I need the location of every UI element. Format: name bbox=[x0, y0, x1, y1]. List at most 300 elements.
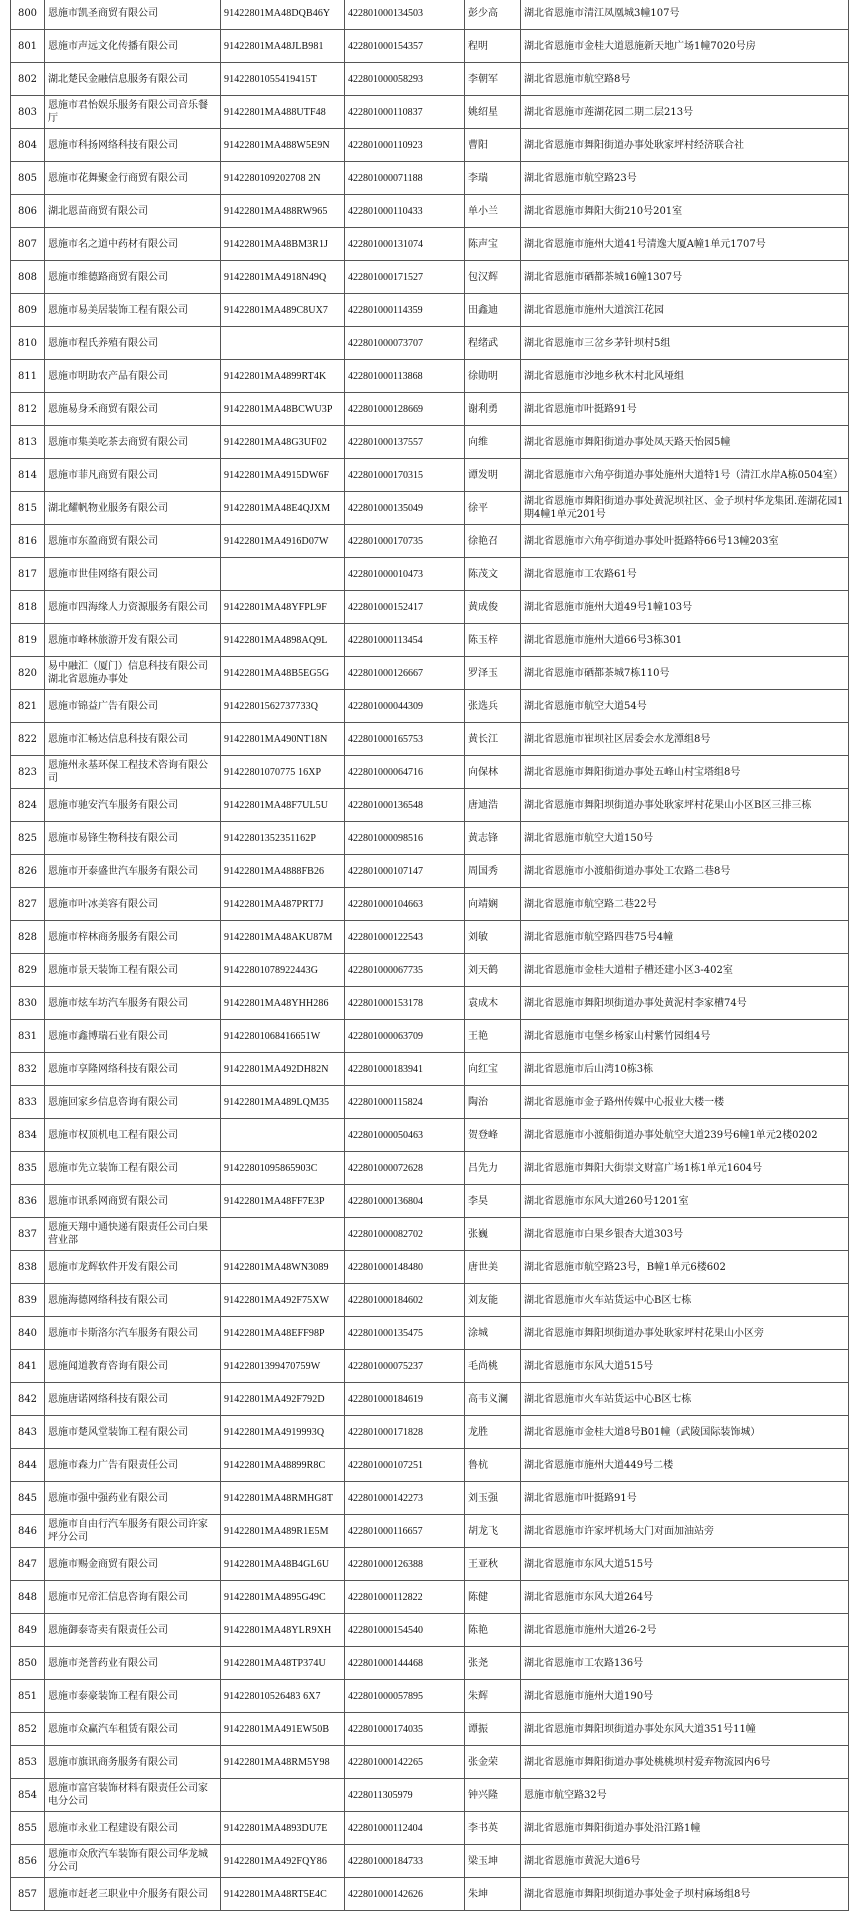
company-name: 恩施市永业工程建设有限公司 bbox=[45, 1812, 221, 1845]
legal-representative: 张巍 bbox=[465, 1218, 521, 1251]
row-number: 831 bbox=[11, 1020, 45, 1053]
registration-number: 422801000082702 bbox=[345, 1218, 465, 1251]
company-name: 恩施市讯系网商贸有限公司 bbox=[45, 1185, 221, 1218]
registration-number: 422801000170315 bbox=[345, 459, 465, 492]
table-row bbox=[11, 1746, 849, 1779]
credit-code: 91422801MA492F792D bbox=[221, 1383, 345, 1416]
company-name: 恩施市先立装饰工程有限公司 bbox=[45, 1152, 221, 1185]
legal-representative: 陈健 bbox=[465, 1581, 521, 1614]
business-registry-table bbox=[10, 0, 849, 1911]
company-address: 湖北省恩施市许家坪机场大门对面加油站旁 bbox=[521, 1515, 849, 1548]
company-name: 恩施市森力广告有限责任公司 bbox=[45, 1449, 221, 1482]
credit-code: 91422801MA48RM5Y98 bbox=[221, 1746, 345, 1779]
legal-representative: 龙胜 bbox=[465, 1416, 521, 1449]
table-row bbox=[11, 1680, 849, 1713]
company-address: 湖北省恩施市三岔乡茅针坝村5组 bbox=[521, 327, 849, 360]
credit-code: 91422801MA492F75XW bbox=[221, 1284, 345, 1317]
company-address: 湖北省恩施市叶挺路91号 bbox=[521, 393, 849, 426]
company-name: 恩施市声远文化传播有限公司 bbox=[45, 30, 221, 63]
credit-code: 91422801MA48G3UF02 bbox=[221, 426, 345, 459]
table-row bbox=[11, 459, 849, 492]
company-name: 恩施易身禾商贸有限公司 bbox=[45, 393, 221, 426]
legal-representative: 梁玉坤 bbox=[465, 1845, 521, 1878]
row-number: 803 bbox=[11, 96, 45, 129]
credit-code: 91422801078922443G bbox=[221, 954, 345, 987]
registration-number: 422801000154540 bbox=[345, 1614, 465, 1647]
company-name: 恩施市权顶机电工程有限公司 bbox=[45, 1119, 221, 1152]
credit-code: 914228010526483 6X7 bbox=[221, 1680, 345, 1713]
company-name: 恩施州永基环保工程技术咨询有限公司 bbox=[45, 756, 221, 789]
row-number: 834 bbox=[11, 1119, 45, 1152]
table-row bbox=[11, 1020, 849, 1053]
table-row bbox=[11, 558, 849, 591]
credit-code: 91422801070775 16XP bbox=[221, 756, 345, 789]
credit-code: 91422801MA488UTF48 bbox=[221, 96, 345, 129]
credit-code: 91422801MA4888FB26 bbox=[221, 855, 345, 888]
row-number: 810 bbox=[11, 327, 45, 360]
credit-code: 91422801MA48BCWU3P bbox=[221, 393, 345, 426]
registration-number: 422801000128669 bbox=[345, 393, 465, 426]
row-number: 843 bbox=[11, 1416, 45, 1449]
company-address: 湖北省恩施市黄泥大道6号 bbox=[521, 1845, 849, 1878]
row-number: 848 bbox=[11, 1581, 45, 1614]
legal-representative: 朱辉 bbox=[465, 1680, 521, 1713]
table-row bbox=[11, 1614, 849, 1647]
table-row bbox=[11, 1779, 849, 1812]
company-address: 湖北省恩施市工农路136号 bbox=[521, 1647, 849, 1680]
company-name: 恩施市维德路商贸有限公司 bbox=[45, 261, 221, 294]
legal-representative: 彭少高 bbox=[465, 0, 521, 30]
registration-number: 422801000165753 bbox=[345, 723, 465, 756]
registration-number: 422801000063709 bbox=[345, 1020, 465, 1053]
legal-representative: 徐勋明 bbox=[465, 360, 521, 393]
table-row bbox=[11, 1317, 849, 1350]
row-number: 844 bbox=[11, 1449, 45, 1482]
company-name: 恩施市驰安汽车服务有限公司 bbox=[45, 789, 221, 822]
row-number: 819 bbox=[11, 624, 45, 657]
legal-representative: 徐平 bbox=[465, 492, 521, 525]
credit-code: 91422801MA491EW50B bbox=[221, 1713, 345, 1746]
company-name: 恩施天翔中通快递有限责任公司白果营业部 bbox=[45, 1218, 221, 1251]
legal-representative: 刘友能 bbox=[465, 1284, 521, 1317]
company-name: 恩施市梓林商务服务有限公司 bbox=[45, 921, 221, 954]
company-address: 湖北省恩施市舞阳街道办事处五峰山村宝塔组8号 bbox=[521, 756, 849, 789]
row-number: 822 bbox=[11, 723, 45, 756]
row-number: 827 bbox=[11, 888, 45, 921]
company-name: 恩施海德网络科技有限公司 bbox=[45, 1284, 221, 1317]
table-row bbox=[11, 1053, 849, 1086]
company-address: 湖北省恩施市航空路二巷22号 bbox=[521, 888, 849, 921]
company-address: 湖北省恩施市沙地乡秋木村北风垭组 bbox=[521, 360, 849, 393]
table-row bbox=[11, 294, 849, 327]
legal-representative: 李朝军 bbox=[465, 63, 521, 96]
table-row bbox=[11, 855, 849, 888]
company-address: 湖北省恩施市崔坝社区居委会水龙潭组8号 bbox=[521, 723, 849, 756]
company-address: 湖北省恩施市东风大道515号 bbox=[521, 1350, 849, 1383]
company-name: 湖北耀帆物业服务有限公司 bbox=[45, 492, 221, 525]
company-address: 湖北省恩施市舞阳坝街道办事处东风大道351号11幢 bbox=[521, 1713, 849, 1746]
legal-representative: 周国秀 bbox=[465, 855, 521, 888]
credit-code: 91422801MA48E4QJXM bbox=[221, 492, 345, 525]
company-name: 恩施市易锋生物科技有限公司 bbox=[45, 822, 221, 855]
credit-code: 91422801MA48EFF98P bbox=[221, 1317, 345, 1350]
credit-code: 91422801MA48TP374U bbox=[221, 1647, 345, 1680]
legal-representative: 胡龙飞 bbox=[465, 1515, 521, 1548]
table-row bbox=[11, 1185, 849, 1218]
credit-code: 91422801MA48JLB981 bbox=[221, 30, 345, 63]
company-address: 湖北省恩施市舞阳街道办事处沿江路1幢 bbox=[521, 1812, 849, 1845]
company-name: 恩施市东盈商贸有限公司 bbox=[45, 525, 221, 558]
company-address: 湖北省恩施市工农路61号 bbox=[521, 558, 849, 591]
company-address: 湖北省恩施市航空路23号 bbox=[521, 162, 849, 195]
company-address: 湖北省恩施市金桂大道柑子槽还建小区3-402室 bbox=[521, 954, 849, 987]
table-row bbox=[11, 162, 849, 195]
row-number: 849 bbox=[11, 1614, 45, 1647]
legal-representative: 徐艳召 bbox=[465, 525, 521, 558]
credit-code: 91422801MA48WN3089 bbox=[221, 1251, 345, 1284]
company-name: 恩施市集美吃茶去商贸有限公司 bbox=[45, 426, 221, 459]
table-row bbox=[11, 1878, 849, 1911]
table-row bbox=[11, 261, 849, 294]
registration-number: 422801000112404 bbox=[345, 1812, 465, 1845]
company-address: 湖北省恩施市舞阳街道办事处耿家坪村经济联合社 bbox=[521, 129, 849, 162]
legal-representative: 李瑞 bbox=[465, 162, 521, 195]
row-number: 801 bbox=[11, 30, 45, 63]
company-name: 恩施市科扬网络科技有限公司 bbox=[45, 129, 221, 162]
legal-representative: 袁成木 bbox=[465, 987, 521, 1020]
credit-code bbox=[221, 558, 345, 591]
row-number: 845 bbox=[11, 1482, 45, 1515]
company-address: 湖北省恩施市航空大道150号 bbox=[521, 822, 849, 855]
row-number: 836 bbox=[11, 1185, 45, 1218]
credit-code: 91422801399470759W bbox=[221, 1350, 345, 1383]
registration-number: 422801000107251 bbox=[345, 1449, 465, 1482]
company-name: 恩施市世佳网络有限公司 bbox=[45, 558, 221, 591]
company-name: 恩施御泰寄卖有限责任公司 bbox=[45, 1614, 221, 1647]
company-address: 湖北省恩施市火车站货运中心B区七栋 bbox=[521, 1383, 849, 1416]
table-row bbox=[11, 1845, 849, 1878]
credit-code: 91422801MA4898AQ9L bbox=[221, 624, 345, 657]
registration-number: 422801000136548 bbox=[345, 789, 465, 822]
registration-number: 422801000184733 bbox=[345, 1845, 465, 1878]
row-number: 856 bbox=[11, 1845, 45, 1878]
table-row bbox=[11, 789, 849, 822]
credit-code: 91422801MA490NT18N bbox=[221, 723, 345, 756]
legal-representative: 包汉辉 bbox=[465, 261, 521, 294]
legal-representative: 向红宝 bbox=[465, 1053, 521, 1086]
row-number: 838 bbox=[11, 1251, 45, 1284]
registration-number: 422801000107147 bbox=[345, 855, 465, 888]
legal-representative: 毛尚桃 bbox=[465, 1350, 521, 1383]
legal-representative: 唐迪浩 bbox=[465, 789, 521, 822]
registration-number: 422801000073707 bbox=[345, 327, 465, 360]
credit-code: 91422801MA4895G49C bbox=[221, 1581, 345, 1614]
company-name: 湖北恩苗商贸有限公司 bbox=[45, 195, 221, 228]
legal-representative: 李书英 bbox=[465, 1812, 521, 1845]
registration-number: 422801000114359 bbox=[345, 294, 465, 327]
legal-representative: 田鑫迪 bbox=[465, 294, 521, 327]
table-row bbox=[11, 1713, 849, 1746]
company-address: 湖北省恩施市舞阳坝街道办事处耿家坪村花果山小区旁 bbox=[521, 1317, 849, 1350]
legal-representative: 罗泽玉 bbox=[465, 657, 521, 690]
registration-number: 422801000131074 bbox=[345, 228, 465, 261]
company-name: 恩施市景天装饰工程有限公司 bbox=[45, 954, 221, 987]
registration-number: 4228011305979 bbox=[345, 1779, 465, 1812]
legal-representative: 王亚秋 bbox=[465, 1548, 521, 1581]
row-number: 815 bbox=[11, 492, 45, 525]
credit-code: 91422801MA48B4GL6U bbox=[221, 1548, 345, 1581]
registration-number: 422801000184602 bbox=[345, 1284, 465, 1317]
company-address: 湖北省恩施市莲湖花园二期二层213号 bbox=[521, 96, 849, 129]
credit-code: 91422801068416651W bbox=[221, 1020, 345, 1053]
company-name: 恩施市明助农产品有限公司 bbox=[45, 360, 221, 393]
table-row bbox=[11, 756, 849, 789]
table-row bbox=[11, 954, 849, 987]
table-row bbox=[11, 129, 849, 162]
company-address: 湖北省恩施市叶挺路91号 bbox=[521, 1482, 849, 1515]
registration-number: 422801000057895 bbox=[345, 1680, 465, 1713]
row-number: 829 bbox=[11, 954, 45, 987]
registration-number: 422801000098516 bbox=[345, 822, 465, 855]
company-name: 恩施市富宫装饰材料有限责任公司家电分公司 bbox=[45, 1779, 221, 1812]
registration-number: 422801000067735 bbox=[345, 954, 465, 987]
registration-number: 422801000072628 bbox=[345, 1152, 465, 1185]
company-address: 恩施市航空路32号 bbox=[521, 1779, 849, 1812]
table-row bbox=[11, 492, 849, 525]
row-number: 804 bbox=[11, 129, 45, 162]
registration-number: 422801000137557 bbox=[345, 426, 465, 459]
legal-representative: 钟兴隆 bbox=[465, 1779, 521, 1812]
company-name: 恩施唐诺网络科技有限公司 bbox=[45, 1383, 221, 1416]
company-address: 湖北省恩施市航空路8号 bbox=[521, 63, 849, 96]
legal-representative: 单小兰 bbox=[465, 195, 521, 228]
company-address: 湖北省恩施市白果乡银杏大道303号 bbox=[521, 1218, 849, 1251]
company-address: 湖北省恩施市施州大道49号1幢103号 bbox=[521, 591, 849, 624]
registration-number: 422801000142273 bbox=[345, 1482, 465, 1515]
company-address: 湖北省恩施市东风大道264号 bbox=[521, 1581, 849, 1614]
row-number: 823 bbox=[11, 756, 45, 789]
registration-number: 422801000134503 bbox=[345, 0, 465, 30]
company-address: 湖北省恩施市舞阳大街崇文财富广场1栋1单元1604号 bbox=[521, 1152, 849, 1185]
credit-code: 91422801MA487PRT7J bbox=[221, 888, 345, 921]
legal-representative: 贺登峰 bbox=[465, 1119, 521, 1152]
legal-representative: 谢利勇 bbox=[465, 393, 521, 426]
table-row bbox=[11, 1581, 849, 1614]
table-row bbox=[11, 690, 849, 723]
registration-number: 422801000136804 bbox=[345, 1185, 465, 1218]
legal-representative: 刘敏 bbox=[465, 921, 521, 954]
row-number: 841 bbox=[11, 1350, 45, 1383]
table-row bbox=[11, 393, 849, 426]
row-number: 814 bbox=[11, 459, 45, 492]
credit-code: 91422801352351162P bbox=[221, 822, 345, 855]
company-name: 恩施市强中强药业有限公司 bbox=[45, 1482, 221, 1515]
company-address: 湖北省恩施市小渡船街道办事处航空大道239号6幢1单元2楼0202 bbox=[521, 1119, 849, 1152]
legal-representative: 陈艳 bbox=[465, 1614, 521, 1647]
company-name: 恩施市凯圣商贸有限公司 bbox=[45, 0, 221, 30]
credit-code: 91422801MA48F7UL5U bbox=[221, 789, 345, 822]
legal-representative: 黄成俊 bbox=[465, 591, 521, 624]
credit-code: 91422801MA4918N49Q bbox=[221, 261, 345, 294]
company-address: 湖北省恩施市后山湾10栋3栋 bbox=[521, 1053, 849, 1086]
company-address: 湖北省恩施市金桂大道8号B01幢（武陵国际装饰城） bbox=[521, 1416, 849, 1449]
legal-representative: 张金荣 bbox=[465, 1746, 521, 1779]
credit-code: 91422801MA4919993Q bbox=[221, 1416, 345, 1449]
registration-number: 422801000170735 bbox=[345, 525, 465, 558]
credit-code: 91422801MA48YFPL9F bbox=[221, 591, 345, 624]
legal-representative: 向靖娴 bbox=[465, 888, 521, 921]
registration-number: 422801000174035 bbox=[345, 1713, 465, 1746]
company-address: 湖北省恩施市舞阳大街210号201室 bbox=[521, 195, 849, 228]
company-address: 湖北省恩施市舞阳坝街道办事处黄泥村李家槽74号 bbox=[521, 987, 849, 1020]
row-number: 852 bbox=[11, 1713, 45, 1746]
table-row bbox=[11, 822, 849, 855]
table-row bbox=[11, 1086, 849, 1119]
table-row bbox=[11, 987, 849, 1020]
registration-number: 422801000010473 bbox=[345, 558, 465, 591]
row-number: 832 bbox=[11, 1053, 45, 1086]
row-number: 807 bbox=[11, 228, 45, 261]
row-number: 821 bbox=[11, 690, 45, 723]
legal-representative: 朱坤 bbox=[465, 1878, 521, 1911]
credit-code: 91422801MA492DH82N bbox=[221, 1053, 345, 1086]
credit-code: 91422801MA488W5E9N bbox=[221, 129, 345, 162]
registration-number: 422801000071188 bbox=[345, 162, 465, 195]
legal-representative: 张选兵 bbox=[465, 690, 521, 723]
company-address: 湖北省恩施市硒都茶城16幢1307号 bbox=[521, 261, 849, 294]
company-name: 恩施市鑫博瑞石业有限公司 bbox=[45, 1020, 221, 1053]
registration-number: 422801000110837 bbox=[345, 96, 465, 129]
registration-number: 422801000184619 bbox=[345, 1383, 465, 1416]
table-row bbox=[11, 0, 849, 30]
table-row bbox=[11, 1449, 849, 1482]
company-address: 湖北省恩施市施州大道26-2号 bbox=[521, 1614, 849, 1647]
registration-number: 422801000171527 bbox=[345, 261, 465, 294]
table-row bbox=[11, 1284, 849, 1317]
company-name: 恩施市易美居装饰工程有限公司 bbox=[45, 294, 221, 327]
credit-code: 9142280109202708 2N bbox=[221, 162, 345, 195]
legal-representative: 吕先力 bbox=[465, 1152, 521, 1185]
row-number: 855 bbox=[11, 1812, 45, 1845]
company-name: 恩施市炫车坊汽车服务有限公司 bbox=[45, 987, 221, 1020]
company-address: 湖北省恩施市航空路四巷75号4幢 bbox=[521, 921, 849, 954]
legal-representative: 向保林 bbox=[465, 756, 521, 789]
legal-representative: 唐世美 bbox=[465, 1251, 521, 1284]
company-address: 湖北省恩施市施州大道41号清逸大厦A幢1单元1707号 bbox=[521, 228, 849, 261]
row-number: 805 bbox=[11, 162, 45, 195]
credit-code: 91422801MA492FQY86 bbox=[221, 1845, 345, 1878]
credit-code: 91422801MA489LQM35 bbox=[221, 1086, 345, 1119]
company-address: 湖北省恩施市舞阳坝街道办事处金子坝村麻场组8号 bbox=[521, 1878, 849, 1911]
row-number: 839 bbox=[11, 1284, 45, 1317]
company-address: 湖北省恩施市东风大道515号 bbox=[521, 1548, 849, 1581]
table-row bbox=[11, 1482, 849, 1515]
registration-number: 422801000135049 bbox=[345, 492, 465, 525]
row-number: 846 bbox=[11, 1515, 45, 1548]
legal-representative: 鲁杭 bbox=[465, 1449, 521, 1482]
company-name: 恩施市名之道中药材有限公司 bbox=[45, 228, 221, 261]
row-number: 850 bbox=[11, 1647, 45, 1680]
registration-number: 422801000142265 bbox=[345, 1746, 465, 1779]
company-address: 湖北省恩施市航空路23号，B幢1单元6楼602 bbox=[521, 1251, 849, 1284]
company-name: 恩施市泰豪装饰工程有限公司 bbox=[45, 1680, 221, 1713]
legal-representative: 程绪武 bbox=[465, 327, 521, 360]
registration-number: 422801000104663 bbox=[345, 888, 465, 921]
row-number: 809 bbox=[11, 294, 45, 327]
legal-representative: 张尧 bbox=[465, 1647, 521, 1680]
legal-representative: 涂城 bbox=[465, 1317, 521, 1350]
company-name: 恩施闻道教育咨询有限公司 bbox=[45, 1350, 221, 1383]
credit-code: 91422801MA48YLR9XH bbox=[221, 1614, 345, 1647]
registration-number: 422801000126388 bbox=[345, 1548, 465, 1581]
company-name: 恩施市兄帝汇信息咨询有限公司 bbox=[45, 1581, 221, 1614]
legal-representative: 向维 bbox=[465, 426, 521, 459]
registration-number: 422801000075237 bbox=[345, 1350, 465, 1383]
legal-representative: 刘玉强 bbox=[465, 1482, 521, 1515]
table-row bbox=[11, 96, 849, 129]
credit-code: 91422801MA48FF7E3P bbox=[221, 1185, 345, 1218]
registration-number: 422801000148480 bbox=[345, 1251, 465, 1284]
table-row bbox=[11, 591, 849, 624]
row-number: 854 bbox=[11, 1779, 45, 1812]
registration-number: 422801000113868 bbox=[345, 360, 465, 393]
company-address: 湖北省恩施市施州大道449号二楼 bbox=[521, 1449, 849, 1482]
credit-code: 91422801MA48RT5E4C bbox=[221, 1878, 345, 1911]
row-number: 825 bbox=[11, 822, 45, 855]
table-row bbox=[11, 1350, 849, 1383]
company-name: 恩施市龙辉软件开发有限公司 bbox=[45, 1251, 221, 1284]
credit-code: 91422801MA489R1E5M bbox=[221, 1515, 345, 1548]
row-number: 826 bbox=[11, 855, 45, 888]
legal-representative: 曹阳 bbox=[465, 129, 521, 162]
row-number: 802 bbox=[11, 63, 45, 96]
credit-code bbox=[221, 1218, 345, 1251]
company-address: 湖北省恩施市舞阳坝街道办事处耿家坪村花果山小区B区三排三栋 bbox=[521, 789, 849, 822]
row-number: 820 bbox=[11, 657, 45, 690]
credit-code: 91422801095865903C bbox=[221, 1152, 345, 1185]
registration-number: 422801000154357 bbox=[345, 30, 465, 63]
company-name: 恩施市众赢汽车租赁有限公司 bbox=[45, 1713, 221, 1746]
company-name: 恩施市四海缘人力资源服务有限公司 bbox=[45, 591, 221, 624]
legal-representative: 黄长江 bbox=[465, 723, 521, 756]
company-name: 恩施市旗讯商务服务有限公司 bbox=[45, 1746, 221, 1779]
registration-number: 422801000113454 bbox=[345, 624, 465, 657]
table-row bbox=[11, 1152, 849, 1185]
company-name: 恩施市尧普药业有限公司 bbox=[45, 1647, 221, 1680]
company-address: 湖北省恩施市施州大道66号3栋301 bbox=[521, 624, 849, 657]
company-name: 恩施市开泰盛世汽车服务有限公司 bbox=[45, 855, 221, 888]
credit-code: 91422801MA48YHH286 bbox=[221, 987, 345, 1020]
table-row bbox=[11, 1647, 849, 1680]
row-number: 813 bbox=[11, 426, 45, 459]
registration-number: 422801000135475 bbox=[345, 1317, 465, 1350]
table-row bbox=[11, 360, 849, 393]
table-row bbox=[11, 426, 849, 459]
row-number: 847 bbox=[11, 1548, 45, 1581]
registration-number: 422801000126667 bbox=[345, 657, 465, 690]
company-name: 恩施市众欣汽车装饰有限公司华龙城分公司 bbox=[45, 1845, 221, 1878]
registration-number: 422801000153178 bbox=[345, 987, 465, 1020]
registration-number: 422801000116657 bbox=[345, 1515, 465, 1548]
company-address: 湖北省恩施市六角亭街道办事处叶挺路特66号13幢203室 bbox=[521, 525, 849, 558]
table-row bbox=[11, 30, 849, 63]
legal-representative: 刘天鹤 bbox=[465, 954, 521, 987]
row-number: 840 bbox=[11, 1317, 45, 1350]
credit-code bbox=[221, 1779, 345, 1812]
registry-rows bbox=[11, 0, 849, 1911]
registration-number: 422801000115824 bbox=[345, 1086, 465, 1119]
company-name: 恩施市赐金商贸有限公司 bbox=[45, 1548, 221, 1581]
